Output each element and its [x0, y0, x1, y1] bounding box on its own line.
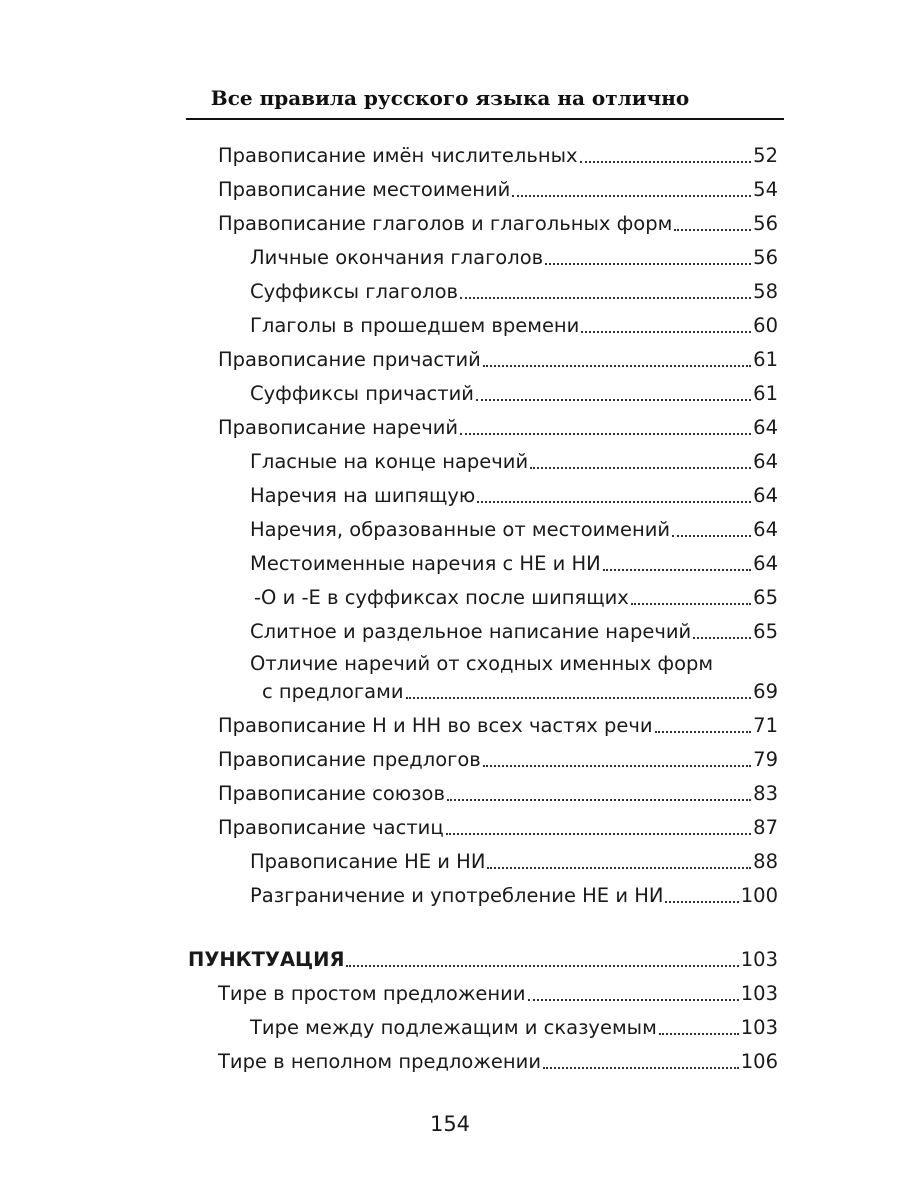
toc-leader-dots	[483, 365, 751, 367]
toc-entry	[250, 1010, 778, 1040]
toc-entry	[250, 308, 778, 338]
toc-entry-page: 54	[753, 178, 778, 201]
toc-leader-dots	[655, 731, 752, 733]
toc-entry-title: с предлогами	[262, 680, 404, 703]
toc-entry-title: Разграничение и употребление НЕ и НИ	[250, 884, 664, 907]
toc-leader-dots	[603, 569, 751, 571]
toc-entry-title: Правописание имён числительных	[218, 144, 578, 167]
toc-entry-page: 87	[753, 816, 778, 839]
toc-leader-dots	[665, 901, 738, 903]
toc-leader-dots	[460, 297, 751, 299]
toc-entry-title: Суффиксы причастий	[250, 382, 474, 405]
toc-entry	[218, 1044, 778, 1074]
toc-leader-dots	[406, 697, 752, 699]
toc-leader-dots	[659, 1033, 739, 1035]
toc-leader-dots	[487, 867, 751, 869]
toc-entry-page: 56	[753, 246, 778, 269]
toc-entry-title: Правописание союзов	[218, 782, 445, 805]
toc-leader-dots	[346, 965, 738, 967]
toc-leader-dots	[693, 637, 751, 639]
toc-entry-title: Наречия на шипящую	[250, 484, 476, 507]
toc-entry-title: Личные окончания глаголов	[250, 246, 544, 269]
toc-entry	[218, 410, 778, 440]
toc-entry-title: Тире в неполном предложении	[218, 1050, 541, 1073]
toc-entry-title: Правописание глаголов и глагольных форм	[218, 212, 673, 235]
toc-entry	[218, 708, 778, 738]
toc-entry-page: 56	[753, 212, 778, 235]
toc-entry-title: Наречия, образованные от местоимений	[250, 518, 671, 541]
toc-leader-dots	[580, 161, 752, 163]
toc-entry-page: 61	[753, 348, 778, 371]
toc-leader-dots	[543, 1067, 739, 1069]
toc-entry-page: 83	[753, 782, 778, 805]
toc-entry-page: 103	[740, 1016, 778, 1039]
toc-entry	[250, 478, 778, 508]
toc-entry	[218, 342, 778, 372]
toc-leader-dots	[672, 535, 751, 537]
toc-entry-title-line1: Отличие наречий от сходных именных форм	[250, 652, 714, 675]
toc-entry	[218, 776, 778, 806]
toc-entry	[250, 376, 778, 406]
toc-entry-title: Глаголы в прошедшем времени	[250, 314, 580, 337]
toc-entry-title: Местоименные наречия с НЕ и НИ	[250, 552, 601, 575]
toc-leader-dots	[476, 399, 751, 401]
toc-entry	[218, 138, 778, 168]
toc-entry-page: 69	[753, 680, 778, 703]
toc-entry-page: 61	[753, 382, 778, 405]
toc-entry-page: 64	[753, 416, 778, 439]
toc-entry-page: 71	[753, 714, 778, 737]
toc-entry-title: Правописание частиц	[218, 816, 444, 839]
toc-entry-page: 103	[740, 982, 778, 1005]
toc-entry	[250, 274, 778, 304]
toc-entry	[218, 172, 778, 202]
toc-leader-dots	[447, 799, 751, 801]
toc-entry	[250, 878, 778, 908]
toc-entry-title: Тире в простом предложении	[218, 982, 526, 1005]
toc-entry-page: 60	[753, 314, 778, 337]
toc-leader-dots	[528, 999, 739, 1001]
toc-entry-page: 106	[740, 1050, 778, 1073]
toc-entry	[218, 976, 778, 1006]
toc-entry-page: 65	[753, 586, 778, 609]
page-number: 154	[429, 1112, 471, 1136]
toc-entry-title: Тире между подлежащим и сказуемым	[250, 1016, 657, 1039]
toc-entry-title: Правописание наречий	[218, 416, 459, 439]
toc-entry-title: -О и -Е в суффиксах после шипящих	[254, 586, 629, 609]
toc-entry	[218, 742, 778, 772]
toc-leader-dots	[631, 603, 751, 605]
toc-entry-page: 58	[753, 280, 778, 303]
toc-entry-page: 64	[753, 450, 778, 473]
toc-entry-page: 64	[753, 518, 778, 541]
toc-entry	[250, 546, 778, 576]
toc-entry-title: Правописание Н и НН во всех частях речи	[218, 714, 653, 737]
toc-leader-dots	[581, 331, 751, 333]
toc-entry-page: 100	[740, 884, 778, 907]
toc-entry-page: 103	[740, 948, 778, 971]
toc-entry-page: 64	[753, 484, 778, 507]
toc-entry-page: 52	[753, 144, 778, 167]
toc-entry	[250, 844, 778, 874]
toc-entry-title: Слитное и раздельное написание наречий	[250, 620, 692, 643]
toc-leader-dots	[512, 195, 751, 197]
toc-entry-title: Правописание предлогов	[218, 748, 481, 771]
running-header-title: Все правила русского языка на отлично	[210, 86, 690, 110]
toc-entry-page: 88	[753, 850, 778, 873]
toc-entry	[250, 240, 778, 270]
toc-entry-page: 65	[753, 620, 778, 643]
toc-section-title: ПУНКТУАЦИЯ	[188, 948, 345, 971]
toc-leader-dots	[530, 467, 751, 469]
toc-entry	[262, 674, 778, 704]
toc-entry	[250, 614, 778, 644]
toc-entry-page: 79	[753, 748, 778, 771]
toc-entry	[250, 512, 778, 542]
toc-entry-title: Суффиксы глаголов	[250, 280, 458, 303]
toc-entry-page: 64	[753, 552, 778, 575]
toc-entry	[218, 206, 778, 236]
toc-entry	[250, 444, 778, 474]
toc-entry-title: Правописание местоимений	[218, 178, 511, 201]
header-rule	[186, 118, 784, 120]
toc-leader-dots	[674, 229, 751, 231]
toc-leader-dots	[483, 765, 751, 767]
toc-leader-dots	[477, 501, 751, 503]
toc-leader-dots	[545, 263, 751, 265]
toc-section-entry	[188, 942, 778, 972]
toc-entry	[218, 810, 778, 840]
toc-entry	[254, 580, 778, 610]
toc-entry-title: Гласные на конце наречий	[250, 450, 529, 473]
toc-entry-title: Правописание НЕ и НИ	[250, 850, 486, 873]
toc-entry-title: Правописание причастий	[218, 348, 481, 371]
toc-leader-dots	[460, 433, 751, 435]
toc-leader-dots	[446, 833, 752, 835]
